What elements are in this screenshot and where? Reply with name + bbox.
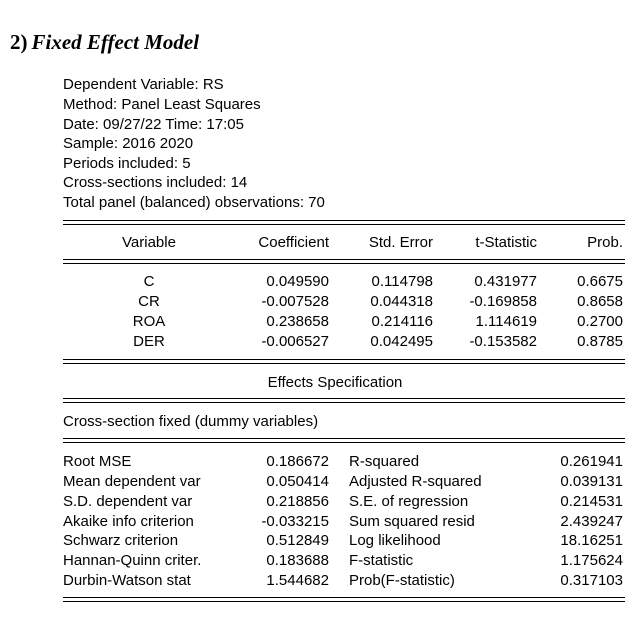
row-coefficient: -0.006527: [261, 333, 329, 350]
row-t-statistic: -0.153582: [469, 333, 537, 350]
stat-left-value: 0.218856: [266, 493, 329, 510]
rule: [63, 438, 625, 439]
rule: [63, 224, 625, 225]
col-header-variable: Variable: [122, 234, 176, 251]
row-prob: 0.8785: [577, 333, 623, 350]
stat-right-value: 1.175624: [560, 552, 623, 569]
row-variable: DER: [133, 333, 165, 350]
stat-left-value: 1.544682: [266, 572, 329, 589]
stat-left-value: 0.050414: [266, 473, 329, 490]
row-variable: ROA: [132, 313, 166, 330]
rule: [63, 601, 625, 602]
rule: [63, 398, 625, 399]
rule: [63, 359, 625, 360]
stat-right-label: F-statistic: [349, 552, 414, 569]
rule: [63, 363, 625, 364]
stat-left-label: Mean dependent var: [63, 473, 201, 490]
row-variable: C: [143, 273, 155, 290]
effects-specification-line: Cross-section fixed (dummy variables): [63, 413, 319, 430]
row-coefficient: 0.238658: [266, 313, 329, 330]
rule: [63, 263, 625, 264]
section-title: Fixed Effect Model: [31, 30, 200, 54]
header-observations: Total panel (balanced) observations: 70: [63, 194, 325, 211]
row-t-statistic: 0.431977: [474, 273, 537, 290]
col-header-coefficient: Coefficient: [258, 234, 329, 251]
stat-right-value: 18.16251: [560, 532, 623, 549]
col-header-prob: Prob.: [587, 234, 623, 251]
header-periods: Periods included: 5: [63, 155, 191, 172]
rule: [63, 259, 625, 260]
effects-specification-title: Effects Specification: [267, 374, 403, 391]
header-method: Method: Panel Least Squares: [63, 96, 261, 113]
stat-right-label: R-squared: [349, 453, 420, 470]
row-std-error: 0.114798: [371, 273, 433, 290]
header-sample: Sample: 2016 2020: [63, 135, 194, 152]
rule: [63, 442, 625, 443]
stat-left-value: -0.033215: [261, 513, 329, 530]
row-t-statistic: -0.169858: [469, 293, 537, 310]
stat-right-label: S.E. of regression: [349, 493, 469, 510]
stat-left-label: Durbin-Watson stat: [63, 572, 191, 589]
rule: [63, 402, 625, 403]
stat-right-value: 0.261941: [560, 453, 623, 470]
col-header-t-statistic: t-Statistic: [475, 234, 537, 251]
row-prob: 0.6675: [577, 273, 623, 290]
row-std-error: 0.044318: [370, 293, 433, 310]
row-variable: CR: [138, 293, 160, 310]
stat-left-value: 0.183688: [266, 552, 329, 569]
stat-right-label: Log likelihood: [349, 532, 441, 549]
stat-right-label: Prob(F-statistic): [349, 572, 455, 589]
row-coefficient: -0.007528: [261, 293, 329, 310]
stat-left-value: 0.186672: [266, 453, 329, 470]
row-std-error: 0.214116: [371, 313, 433, 330]
stat-right-label: Adjusted R-squared: [349, 473, 482, 490]
header-dependent-variable: Dependent Variable: RS: [63, 76, 224, 93]
stat-left-label: Root MSE: [63, 453, 132, 470]
stat-left-value: 0.512849: [266, 532, 329, 549]
row-coefficient: 0.049590: [266, 273, 329, 290]
rule: [63, 597, 625, 598]
stat-left-label: Schwarz criterion: [63, 532, 179, 549]
row-prob: 0.2700: [577, 313, 623, 330]
stat-right-value: 0.317103: [560, 572, 623, 589]
rule: [63, 220, 625, 221]
stat-left-label: Akaike info criterion: [63, 513, 194, 530]
row-t-statistic: 1.114619: [475, 313, 537, 330]
section-heading: [10, 30, 199, 55]
row-prob: 0.8658: [577, 293, 623, 310]
stat-right-value: 0.214531: [560, 493, 623, 510]
section-number: 2): [10, 30, 28, 54]
col-header-std-error: Std. Error: [368, 234, 433, 251]
stat-right-label: Sum squared resid: [349, 513, 475, 530]
row-std-error: 0.042495: [370, 333, 433, 350]
stat-left-label: Hannan-Quinn criter.: [63, 552, 202, 569]
stat-right-value: 2.439247: [560, 513, 623, 530]
header-cross-sections: Cross-sections included: 14: [63, 174, 248, 191]
stat-right-value: 0.039131: [560, 473, 623, 490]
stat-left-label: S.D. dependent var: [63, 493, 193, 510]
header-date-time: Date: 09/27/22 Time: 17:05: [63, 116, 244, 133]
